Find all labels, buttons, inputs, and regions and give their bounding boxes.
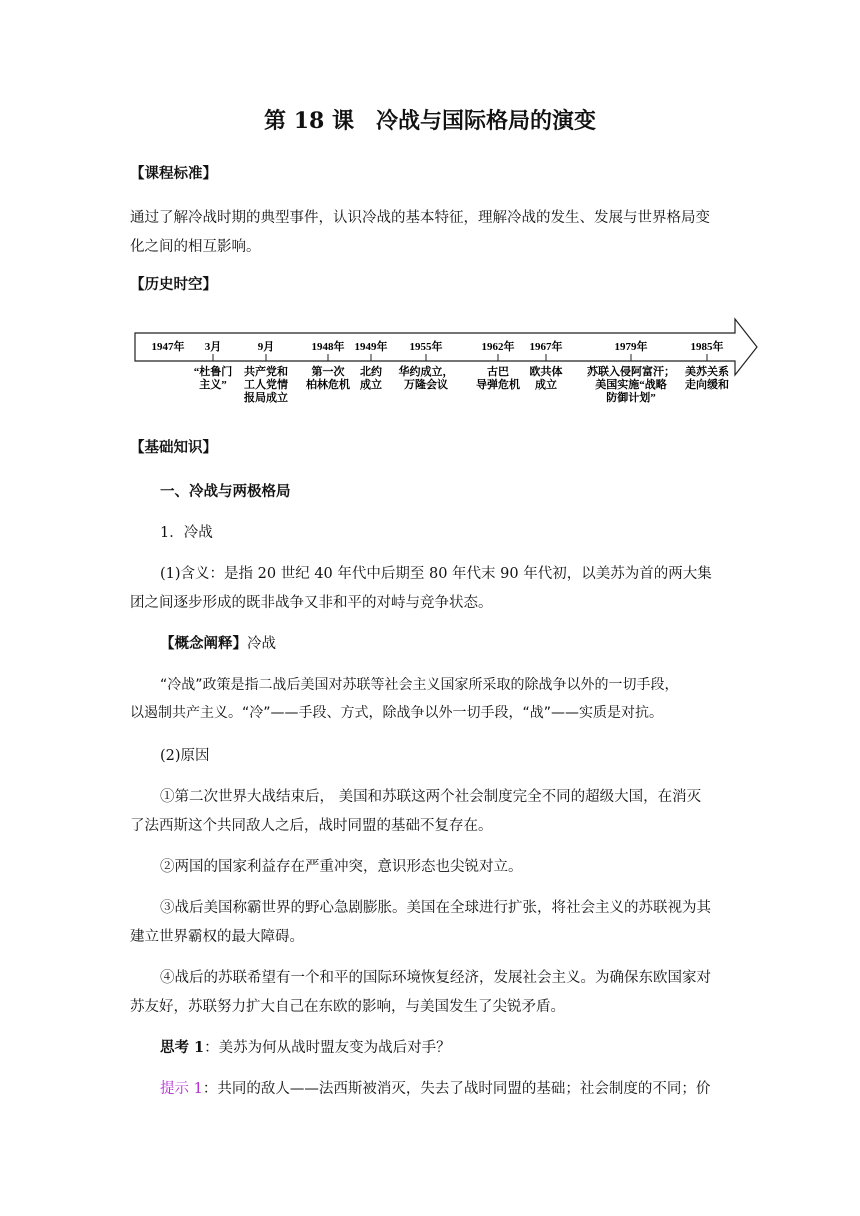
timeline-event-text: “杜鲁门	[193, 366, 233, 378]
timeline-event-text: 报局成立	[244, 392, 288, 404]
concept-label: 【概念阐释】	[160, 635, 247, 652]
hint-label: 提示 1	[160, 1081, 203, 1097]
reason1-line1: ①第二次世界大战结束后， 美国和苏联这两个社会制度完全不同的超级大国，在消灭	[160, 789, 702, 805]
reason2-line1: ②两国的国家利益存在严重冲突，意识形态也尖锐对立。	[160, 859, 523, 875]
timeline-event-text: 柏林危机	[306, 379, 350, 391]
timeline-event-text: 古巴	[487, 366, 509, 378]
basics-heading: 【基础知识】	[130, 439, 217, 456]
timeline-event-text: 欧共体	[529, 366, 563, 378]
timeline-event-text: 美国实施“战略	[595, 379, 667, 391]
timeline-event-text: 万隆会议	[404, 379, 448, 391]
timeline-event-text: 成立	[360, 379, 382, 391]
timeline-event-text: 防御计划”	[606, 392, 656, 404]
timeline-event-text: 导弹危机	[476, 379, 520, 391]
timeline-date: 1962年	[481, 341, 515, 353]
curriculum-heading: 【课程标准】	[130, 165, 217, 182]
timeline-date: 1948年	[311, 341, 345, 353]
timeline-event-text: 工人党情	[244, 379, 288, 391]
definition-line1: (1)含义：是指 20 世纪 40 年代中后期至 80 年代末 90 年代初，以美苏为首的两大集	[160, 566, 712, 582]
timeline-date: 3月	[204, 341, 222, 353]
timeline-date: 1949年	[354, 341, 388, 353]
curriculum-text-line1: 通过了解冷战时期的典型事件，认识冷战的基本特征，理解冷战的发生、发展与世界格局变	[130, 210, 710, 226]
timeline-event-text: 第一次	[311, 366, 345, 378]
timeline-event-text: 华约成立，	[398, 366, 454, 378]
timeline-date: 1947年	[151, 341, 185, 353]
timeline-event-text: 北约	[360, 366, 382, 378]
timeline-date: 1985年	[690, 341, 724, 353]
timeline-event-text: 共产党和	[244, 366, 288, 378]
reason3-line1: ③战后美国称霸世界的野心急剧膨胀。美国在全球进行扩张，将社会主义的苏联视为其	[160, 900, 711, 916]
timeline-event-text: 美苏关系	[685, 366, 729, 378]
reason4-line1: ④战后的苏联希望有一个和平的国际环境恢复经济，发展社会主义。为确保东欧国家对	[160, 970, 711, 986]
think-question	[160, 1036, 451, 1057]
think-text: ：美苏为何从战时盟友变为战后对手？	[204, 1040, 451, 1056]
quote-line2: 以遏制共产主义。“冷”——手段、方式，除战争以外一切手段，“战”——实质是对抗。	[130, 705, 664, 721]
quote-line1: “冷战”政策是指二战后美国对苏联等社会主义国家所采取的除战争以外的一切手段，	[160, 677, 679, 693]
definition-line2: 团之间逐步形成的既非战争又非和平的对峙与竞争状态。	[130, 595, 493, 611]
timeline-date: 1967年	[529, 341, 563, 353]
item1-heading: 1．冷战	[160, 525, 213, 541]
hint-answer	[160, 1077, 710, 1098]
timeline-event-text: 苏联入侵阿富汗；	[587, 366, 675, 378]
concept-explanation	[160, 632, 276, 653]
reason-heading: (2)原因	[160, 748, 210, 764]
curriculum-text-line2: 化之间的相互影响。	[130, 239, 261, 255]
reason1-line2: 了法西斯这个共同敌人之后，战时同盟的基础不复存在。	[130, 818, 493, 834]
page-title: 第 18 课 冷战与国际格局的演变	[264, 108, 596, 134]
history-heading: 【历史时空】	[130, 276, 217, 293]
timeline-diagram	[130, 316, 762, 416]
think-label: 思考 1	[160, 1039, 205, 1056]
timeline-date: 9月	[257, 341, 275, 353]
concept-term: 冷战	[247, 636, 276, 652]
timeline-event-text: 成立	[535, 379, 557, 391]
hint-text: ：共同的敌人——法西斯被消灭，失去了战时同盟的基础；社会制度的不同；价	[202, 1081, 711, 1097]
timeline-date: 1979年	[614, 341, 648, 353]
reason4-line2: 苏友好，苏联努力扩大自己在东欧的影响，与美国发生了尖锐矛盾。	[130, 999, 565, 1015]
part1-heading: 一、冷战与两极格局	[160, 483, 291, 500]
timeline-date: 1955年	[409, 341, 443, 353]
timeline-event-text: 走向缓和	[685, 379, 729, 391]
timeline-event-text: 主义”	[199, 379, 227, 391]
reason3-line2: 建立世界霸权的最大障碍。	[130, 929, 304, 945]
